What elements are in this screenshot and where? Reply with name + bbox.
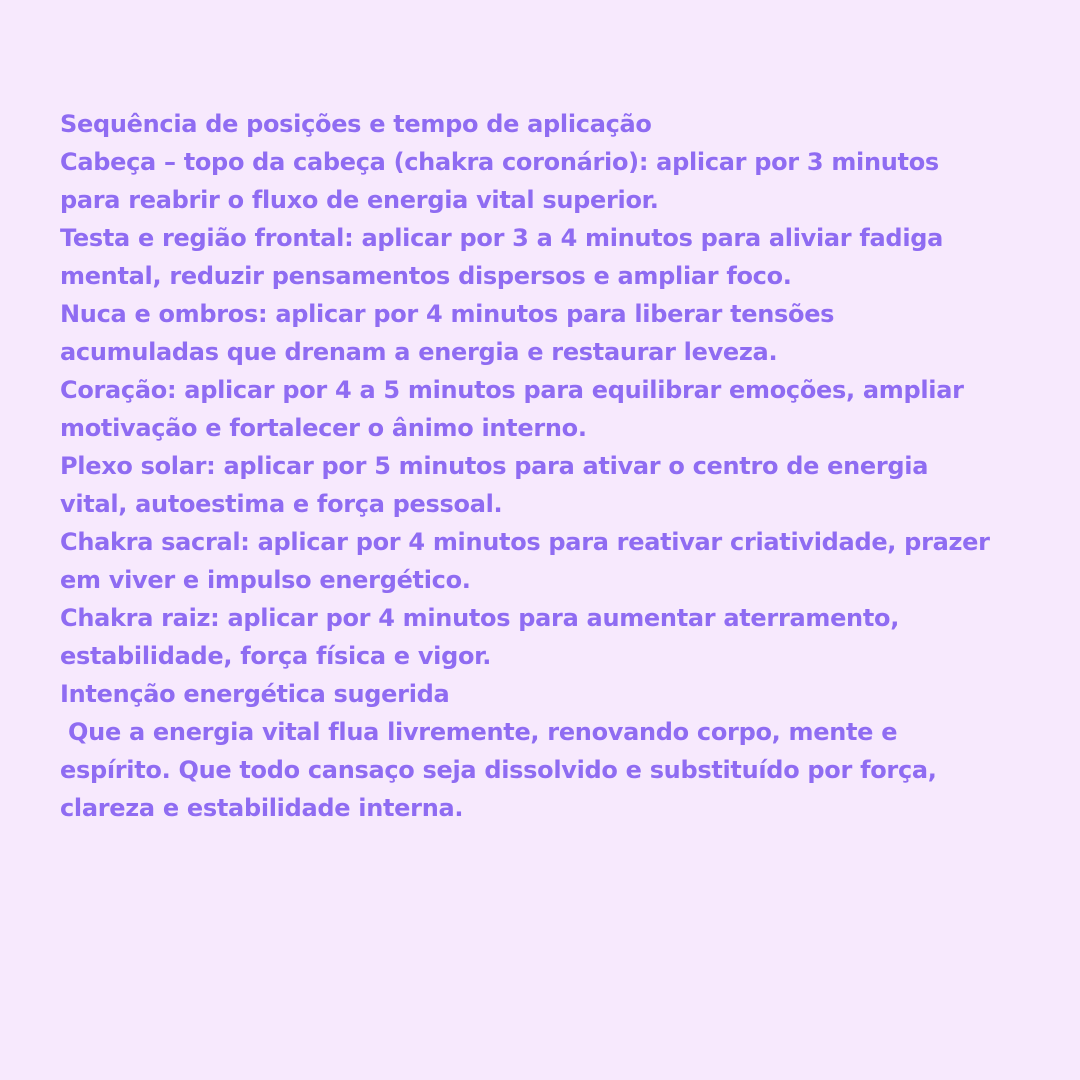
text-line: em viver e impulso energético.	[60, 566, 471, 594]
text-line: Plexo solar: aplicar por 5 minutos para ativar o centro de energia	[60, 452, 929, 480]
section-title-intention: Intenção energética sugerida	[60, 680, 450, 708]
text-line: Chakra raiz: aplicar por 4 minutos para aumentar aterramento,	[60, 604, 900, 632]
text-line: estabilidade, força física e vigor.	[60, 642, 492, 670]
text-line: para reabrir o fluxo de energia vital superior.	[60, 186, 659, 214]
text-line: Coração: aplicar por 4 a 5 minutos para equilibrar emoções, ampliar	[60, 376, 964, 404]
text-line: Que a energia vital flua livremente, renovando corpo, mente e	[60, 718, 898, 746]
text-line: vital, autoestima e força pessoal.	[60, 490, 503, 518]
text-line: clareza e estabilidade interna.	[60, 794, 464, 822]
text-line: mental, reduzir pensamentos dispersos e ampliar foco.	[60, 262, 792, 290]
section-title-sequence: Sequência de posições e tempo de aplicação	[60, 110, 652, 138]
text-line: acumuladas que drenam a energia e restaurar leveza.	[60, 338, 778, 366]
text-line: Cabeça – topo da cabeça (chakra coronário): aplicar por 3 minutos	[60, 148, 939, 176]
text-line: motivação e fortalecer o ânimo interno.	[60, 414, 587, 442]
text-line: Testa e região frontal: aplicar por 3 a 4 minutos para aliviar fadiga	[60, 224, 944, 252]
text-block	[60, 105, 1035, 827]
text-line: espírito. Que todo cansaço seja dissolvido e substituído por força,	[60, 756, 937, 784]
text-line: Nuca e ombros: aplicar por 4 minutos para liberar tensões	[60, 300, 835, 328]
text-line: Chakra sacral: aplicar por 4 minutos para reativar criatividade, prazer	[60, 528, 990, 556]
